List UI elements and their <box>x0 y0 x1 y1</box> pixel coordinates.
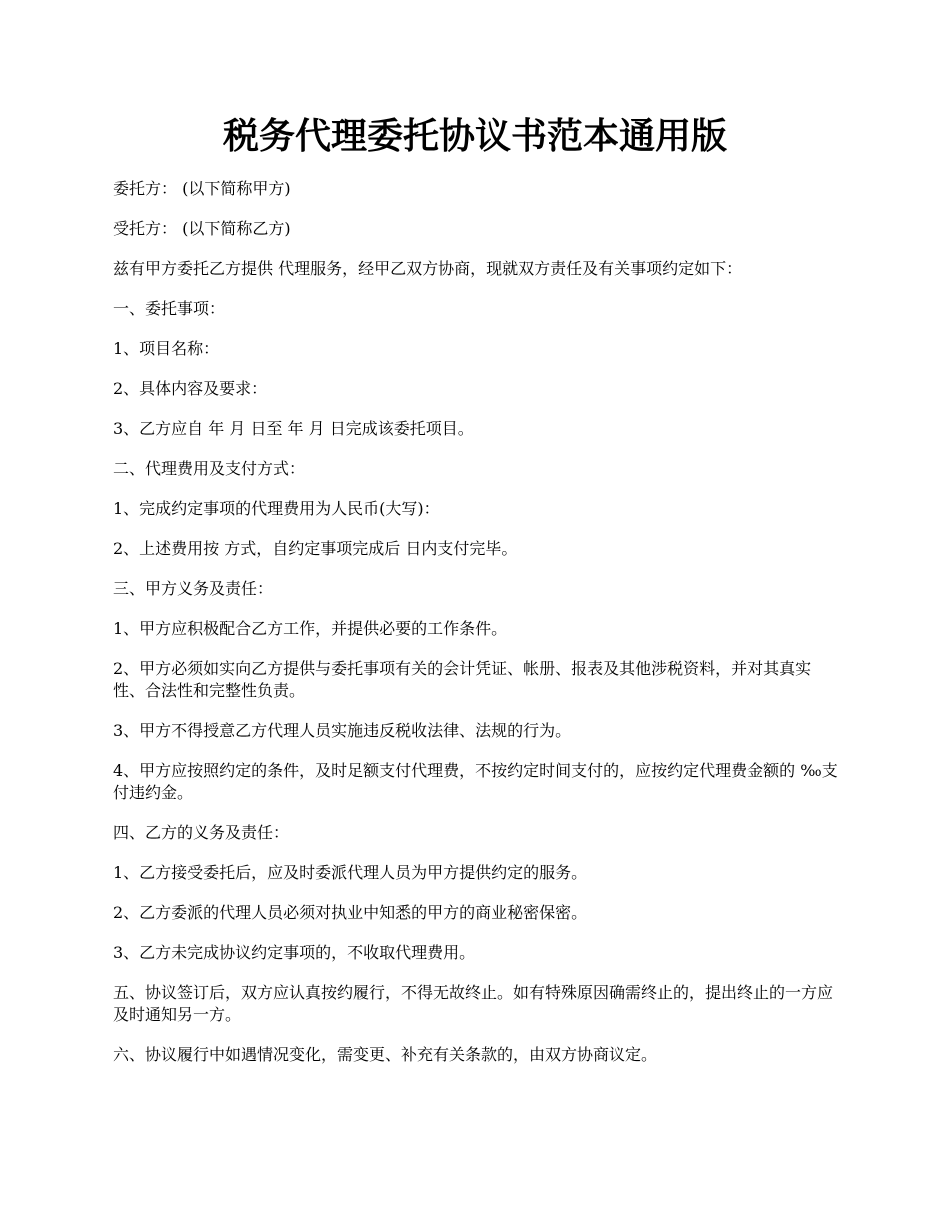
paragraph-entrusting-party: 委托方： (以下简称甲方) <box>113 179 291 198</box>
section-heading-4: 四、乙方的义务及责任： <box>113 823 290 842</box>
paragraph-4-1: 1、乙方接受委托后，应及时委派代理人员为甲方提供约定的服务。 <box>113 863 588 882</box>
section-heading-3: 三、甲方义务及责任： <box>113 579 274 598</box>
section-heading-1: 一、委托事项： <box>113 299 226 318</box>
paragraph-3-3: 3、甲方不得授意乙方代理人员实施违反税收法律、法规的行为。 <box>113 721 572 740</box>
paragraph-1-2: 2、具体内容及要求： <box>113 379 268 398</box>
document-title: 税务代理委托协议书范本通用版 <box>222 115 727 157</box>
paragraph-2-1: 1、完成约定事项的代理费用为人民币(大写)： <box>113 499 440 518</box>
paragraph-preamble: 兹有甲方委托乙方提供 代理服务，经甲乙双方协商，现就双方责任及有关事项约定如下： <box>113 259 743 278</box>
paragraph-3-4: 4、甲方应按照约定的条件，及时足额支付代理费，不按约定时间支付的，应按约定代理费金额的 ‰支付违约金。 <box>113 761 838 802</box>
paragraph-trustee-party: 受托方： (以下简称乙方) <box>113 219 291 238</box>
paragraph-1-1: 1、项目名称： <box>113 339 220 358</box>
section-heading-2: 二、代理费用及支付方式： <box>113 459 306 478</box>
paragraph-2-2: 2、上述费用按 方式，自约定事项完成后 日内支付完毕。 <box>113 539 518 558</box>
paragraph-section-6: 六、协议履行中如遇情况变化，需变更、补充有关条款的，由双方协商议定。 <box>113 1045 658 1064</box>
paragraph-3-2: 2、甲方必须如实向乙方提供与委托事项有关的会计凭证、帐册、报表及其他涉税资料，并对其真实性、合法性和完整性负责。 <box>113 659 812 700</box>
paragraph-1-3: 3、乙方应自 年 月 日至 年 月 日完成该委托项目。 <box>113 419 474 438</box>
paragraph-section-5: 五、协议签订后，双方应认真按约履行，不得无故终止。如有特殊原因确需终止的，提出终止的一方应及时通知另一方。 <box>113 983 834 1024</box>
paragraph-4-3: 3、乙方未完成协议约定事项的，不收取代理费用。 <box>113 943 476 962</box>
paragraph-3-1: 1、甲方应积极配合乙方工作，并提供必要的工作条件。 <box>113 619 508 638</box>
document-body <box>113 178 843 1084</box>
paragraph-4-2: 2、乙方委派的代理人员必须对执业中知悉的甲方的商业秘密保密。 <box>113 903 588 922</box>
